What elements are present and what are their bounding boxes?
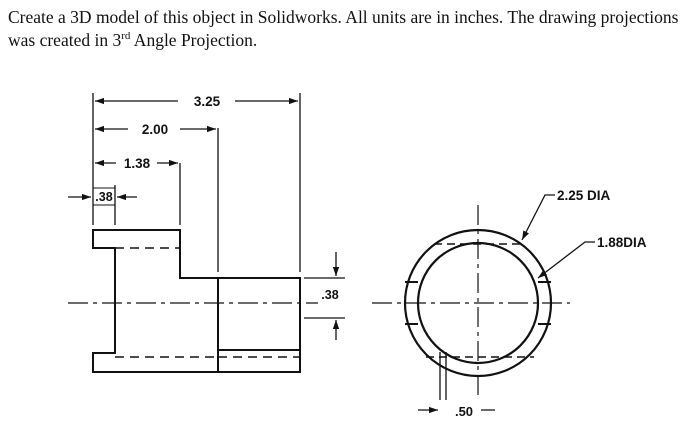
instruction-ordinal-suffix: rd	[121, 30, 131, 43]
flat-width-label: .50	[454, 404, 474, 419]
instruction-line-2-start: was created in 3	[8, 30, 122, 50]
side-center-lines	[372, 205, 570, 395]
front-view	[68, 230, 318, 372]
inner-diameter-label: 1.88DIA	[597, 235, 647, 250]
side-hidden-lines	[426, 244, 534, 357]
dim-overall-length: 3.25	[193, 94, 221, 109]
instruction-line-1: Create a 3D model of this object in Solidworks. All units are in inches. The drawing projections	[8, 7, 679, 27]
dim-two-inch: 2.00	[141, 122, 169, 137]
dim-step-height: .38	[321, 288, 339, 302]
dim-flange-width: 1.38	[123, 156, 151, 171]
side-view	[372, 205, 570, 400]
instruction-line-2-end: Angle Projection.	[130, 30, 258, 50]
outer-diameter-label: 2.25 DIA	[557, 188, 611, 203]
front-dimension-lines	[68, 101, 339, 340]
dim-flange-thickness: .38	[95, 190, 113, 204]
